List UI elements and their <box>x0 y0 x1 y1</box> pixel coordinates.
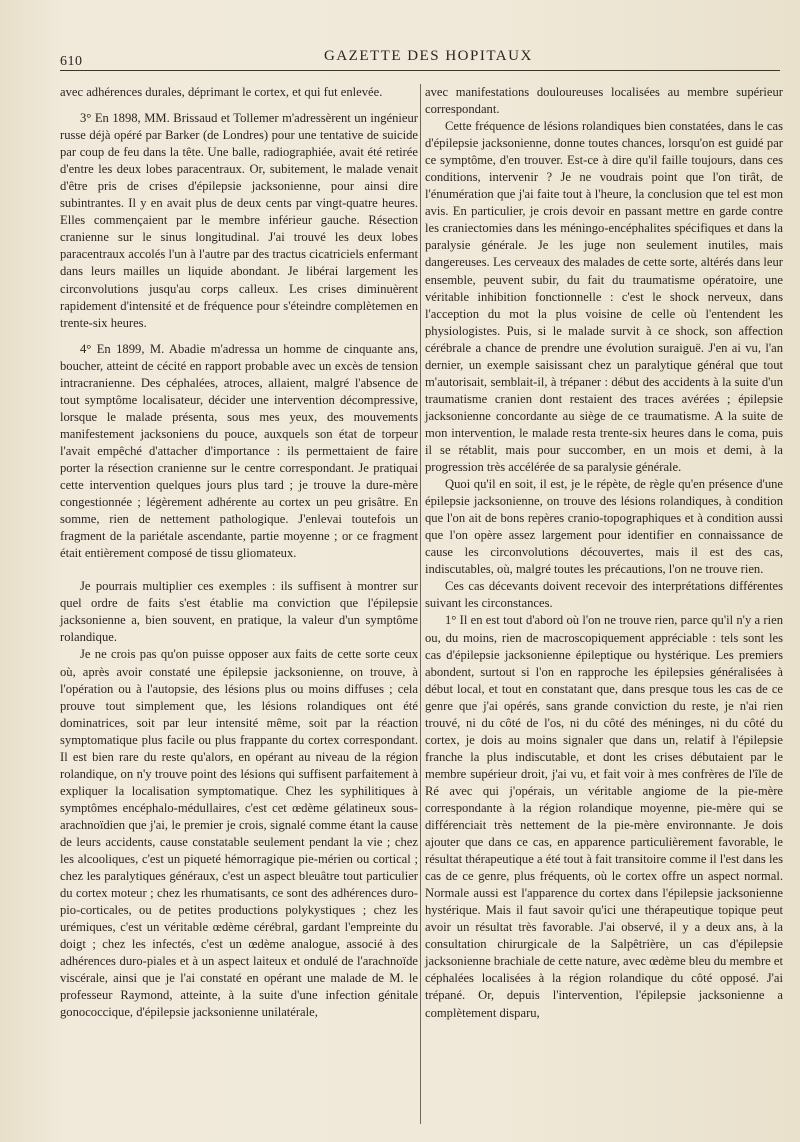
paragraph: Je pourrais multiplier ces exemples : ils suffisent à montrer sur quel ordre de faits s'est établie ma conviction que l'épilepsie jacksonienne a, bien souvent, en pratique, la valeur d'un symptôme rolandique. <box>60 579 418 645</box>
paragraph: 3° En 1898, MM. Brissaud et Tollemer m'adressèrent un ingénieur russe déjà opéré par Barker (de Londres) pour une tentative de suicide par coup de feu dans la tête. Une balle, radiographiée, avait été retirée d'entre les deux lobes paracentraux. Or, subitement, le malade venait d'être pris de crises d'épilepsie jacksonienne, pour ainsi dire subintrantes. Il y en avait plus de deux cents par vingt-quatre heures. Elles commençaient par le membre inférieur gauche. Résection cranienne sur le sinus longitudinal. J'ai trouvé les deux lobes paracentraux accolés l'un à l'autre par des tractus cicatriciels enfermant dans leurs mailles un liquide abondant. Je libérai largement les circonvolutions jusqu'au corps calleux. Les crises diminuèrent rapidement d'intensité et de fréquence pour s'éteindre complètemen en trente-six heures. <box>60 111 418 330</box>
paragraph: 4° En 1899, M. Abadie m'adressa un homme de cinquante ans, boucher, atteint de cécité en rapport probable avec un excès de tension intracranienne. Des céphalées, atroces, allaient, malgré l'absence de tout symptôme localisateur, décider une intervention décompressive, lorsque le malade présenta, sous mes yeux, des mouvements manifestement jacksoniens du pouce, auxquels son état de torpeur l'avait empêché d'attacher d'importance : ils permettaient de faire porter la résection cranienne sur le centre correspondant. Je pratiquai cette intervention quelques jours plus tard ; je trouve la dure-mère congestionnée ; légèrement adhérente au cortex un peu grisâtre. En somme, rien de nettement pathologique. J'enlevai toutefois un fragment de la pariétale ascendante, partie moyenne ; or ce fragment était entièrement composé de tissu gliomateux. <box>60 341 418 561</box>
right-column <box>425 84 783 1022</box>
paragraph: 1° Il en est tout d'abord où l'on ne trouve rien, parce qu'il n'y a rien ou, du moins, rien de macroscopiquement appréciable : tels sont les cas d'épilepsie jacksonienne épileptique ou hystérique. Les premiers abondent, surtout si l'on en rapproche les épilepsies généralisées à début local, et tout en constatant que, dans presque tous les cas de ce genre que j'ai opérés, sans grande conviction du reste, je n'ai rien trouvé, ni du côté de l'os, ni du côté des méninges, ni du côté du cortex, je dois au moins signaler que dans un, relatif à l'épilepsie franche la plus indiscutable, et dont les crises débutaient par le membre supérieur droit, j'ai vu, et fait voir à mes confrères de l'île de Ré avec qui j'opérais, un véritable angiome de la pie-mère correspondante à la région rolandique moyenne, pie-mère qui se différenciait très nettement de la pie-mère environnante. Je dois ajouter que dans ce cas, en apparence particulièrement favorable, le résultat thérapeutique a été tout à fait transitoire comme il l'est dans les cas de ce genre, plus fréquents, où le cortex offre un aspect normal. Normale aussi est l'apparence du cortex dans l'épilepsie jacksonienne hystérique. Mais il faut savoir qu'ici une thérapeutique topique peut avoir un résultat très favorable. J'ai observé, il y a deux ans, à la consultation chirurgicale de la Salpêtrière, un cas d'épilepsie jacksonienne brachiale de cette nature, avec œdème bleu du membre et céphalées localisées à la région rolandique du côté opposé. J'ai trépané. Or, depuis l'intervention, l'épilepsie jacksonienne a complètement disparu, <box>425 613 783 1020</box>
paragraph: Quoi qu'il en soit, il est, je le répète, de règle qu'en présence d'une épilepsie jacksonienne, on trouve des lésions rolandiques, à condition que l'on ait de bons repères cranio-topographiques et à condition aussi que l'on opère assez largement pour identifier en connaissance de cause les circonvolutions découvertes, mais il est des cas, indiscutables, où, malgré toutes les précautions, l'on ne trouve rien. <box>425 477 783 577</box>
paragraph: avec manifestations douloureuses localisées au membre supérieur correspondant. <box>425 85 783 117</box>
running-title: GAZETTE DES HOPITAUX <box>324 48 533 64</box>
page-header <box>60 44 780 74</box>
column-divider <box>420 84 421 1124</box>
paragraph: Ces cas décevants doivent recevoir des interprétations différentes suivant les circonstances. <box>425 579 783 611</box>
page-number: 610 <box>60 54 83 69</box>
paragraph: Je ne crois pas qu'on puisse opposer aux faits de cette sorte ceux où, après avoir constaté une épilepsie jacksonienne, on trouve, à l'opération ou à l'autopsie, des lésions plus ou moins diffuses ; cela prouve tout simplement que, les lésions rolandiques ont été dominatrices, soit par leur intensité même, soit par la réaction symptomatique plus facile ou plus frappante du cortex correspondant. Il est bien rare du reste qu'alors, en opérant au niveau de la région rolandique, on n'y trouve point des lésions qui suffisent parfaitement à expliquer la localisation symptomatique. Chez les syphilitiques à symptômes encéphalo-médullaires, c'est cet œdème gélatineux sous-arachnoïdien que j'ai, le premier je crois, signalé comme étant la cause de leurs accidents, cause constatable seulement pendant la vie ; chez les alcooliques, c'est un piqueté hémorragique pie-mérien ou cortical ; chez les paralytiques généraux, c'est un aspect bleuâtre tout particulier du cortex moteur ; chez les rhumatisants, ce sont des adhérences duro-pio-corticales, ou de petites productions polykystiques ; chez les urémiques, c'est un véritable œdème cérébral, gardant l'empreinte du doigt ; chez les infectés, c'est un œdème analogue, associé à des adhérences duro-piales et à un aspect laiteux et ondulé de l'arachnoïde viscérale, ainsi que je l'ai constaté en opérant une malade de M. le professeur Raymond, atteinte, à la suite d'une infection génitale gonococcique, d'épilepsie jacksonienne unilatérale, <box>60 647 418 1020</box>
paragraph: avec adhérences durales, déprimant le cortex, et qui fut enlevée. <box>60 85 383 99</box>
header-rule <box>60 70 780 71</box>
paragraph: Cette fréquence de lésions rolandiques bien constatées, dans le cas d'épilepsie jacksonienne, donne toutes chances, lorsqu'on est guidé par ce symptôme, d'en trouver. Est-ce à dire qu'il faille toujours, dans ces conditions, intervenir ? Je ne voudrais point que l'on tirât, de l'énumération que j'ai faite tout à l'heure, la conclusion que tel est mon avis. En particulier, je crois devoir en passant mettre en garde contre les craniectomies dans les méningo-encéphalites spécifiques et dans la paralysie générale. Je les juge non seulement inutiles, mais dangereuses. Les cerveaux des malades de cette sorte, altérés dans leur ensemble, peuvent subir, du fait du traumatisme opératoire, une véritable inhibition fonctionnelle : c'est le shock nerveux, dans l'acception du mot la plus voisine de celle où l'entendent les physiologistes. Puis, si le malade survit à ce shock, son affection cérébrale a chance de prendre une évolution suraiguë. J'en ai vu, l'an dernier, un exemple saisissant chez un paralytique général que tout m'autorisait, semblait-il, à trépaner : début des accidents à la suite d'un traumatisme cranien dont restaient des traces avérées ; épilepsie jacksonienne concordante au siège de ce traumatisme. A la suite de mon intervention, le malade resta trente-six heures dans le coma, puis il se rétablit, mais pour succomber, en un mois et demi, à la progression très accélérée de sa paralysie générale. <box>425 119 783 475</box>
left-column <box>60 84 418 1021</box>
